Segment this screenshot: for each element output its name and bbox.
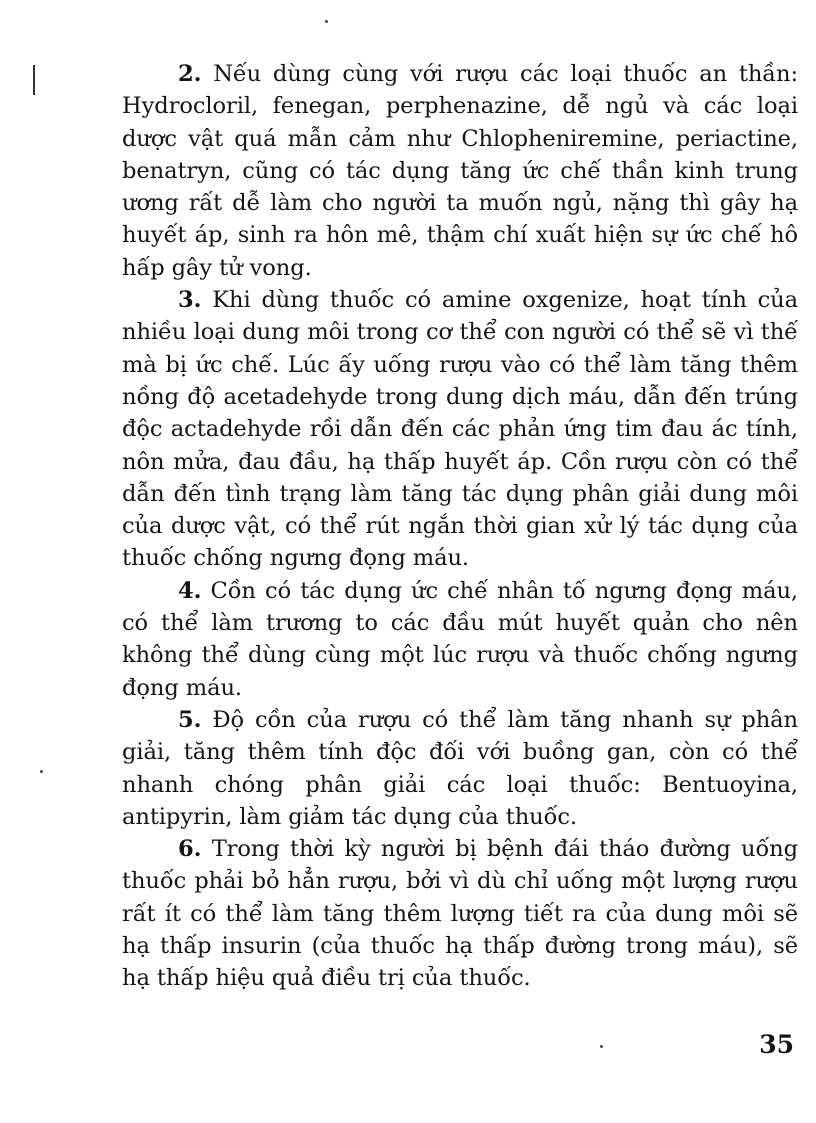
paragraph-2: [122, 58, 798, 284]
paragraph-text: Độ cồn của rượu có thể làm tăng nhanh sự phân giải, tăng thêm tính độc đối với buồng gan, còn có thể nhanh chóng phân giải các loại thuốc: Bentuoyina, antipyrin, làm giảm tác dụng của thuốc.: [122, 706, 798, 830]
paragraph-text: Cồn có tác dụng ức chế nhân tố ngưng đọng máu, có thể làm trương to các đầu mút huyết quản cho nên không thể dùng cùng một lúc rượu và thuốc chống ngưng đọng máu.: [122, 577, 798, 701]
scan-speck: [40, 770, 43, 773]
paragraph-number: 4.: [178, 577, 202, 604]
paragraph-text: Khi dùng thuốc có amine oxgenize, hoạt tính của nhiều loại dung môi trong cơ thể con người có thể sẽ vì thế mà bị ức chế. Lúc ấy uống rượu vào có thể làm tăng thêm nồng độ acetadehyde trong dung dịch máu, dẫn đến trúng độc actadehyde rồi dẫn đến các phản ứng tim đau ác tính, nôn mửa, đau đầu, hạ thấp huyết áp. Cồn rượu còn có thể dẫn đến tình trạng làm tăng tác dụng phân giải dung môi của dược vật, có thể rút ngắn thời gian xử lý tác dụng của thuốc chống ngưng đọng máu.: [122, 287, 798, 572]
paragraph-6: [122, 833, 798, 994]
margin-mark: [33, 65, 35, 95]
paragraph-number: 5.: [178, 706, 202, 733]
scan-speck: [600, 1045, 603, 1048]
page-number: 35: [759, 1030, 794, 1059]
paragraph-3: [122, 284, 798, 575]
paragraph-text: Trong thời kỳ người bị bệnh đái tháo đường uống thuốc phải bỏ hẳn rượu, bởi vì dù chỉ uống một lượng rượu rất ít có thể làm tăng thêm lượng tiết ra của dung môi sẽ hạ thấp insurin (của thuốc hạ thấp đường trong máu), sẽ hạ thấp hiệu quả điều trị của thuốc.: [122, 836, 798, 992]
paragraph-number: 6.: [178, 836, 202, 863]
body-text: [122, 58, 798, 995]
scan-speck: [325, 20, 328, 23]
paragraph-number: 2.: [178, 61, 202, 87]
paragraph-4: [122, 575, 798, 704]
paragraph-5: [122, 704, 798, 833]
paragraph-text: Nếu dùng cùng với rượu các loại thuốc an thần: Hydrocloril, fenegan, perphenazine, dễ ngủ và các loại dược vật quá mẫn cảm như Chlopheniremine, periactine, benatryn, cũng có tác dụng tăng ức chế thần kinh trung ương rất dễ làm cho người ta muốn ngủ, nặng thì gây hạ huyết áp, sinh ra hôn mê, thậm chí xuất hiện sự ức chế hô hấp gây tử vong.: [122, 61, 798, 281]
paragraph-number: 3.: [178, 287, 202, 314]
